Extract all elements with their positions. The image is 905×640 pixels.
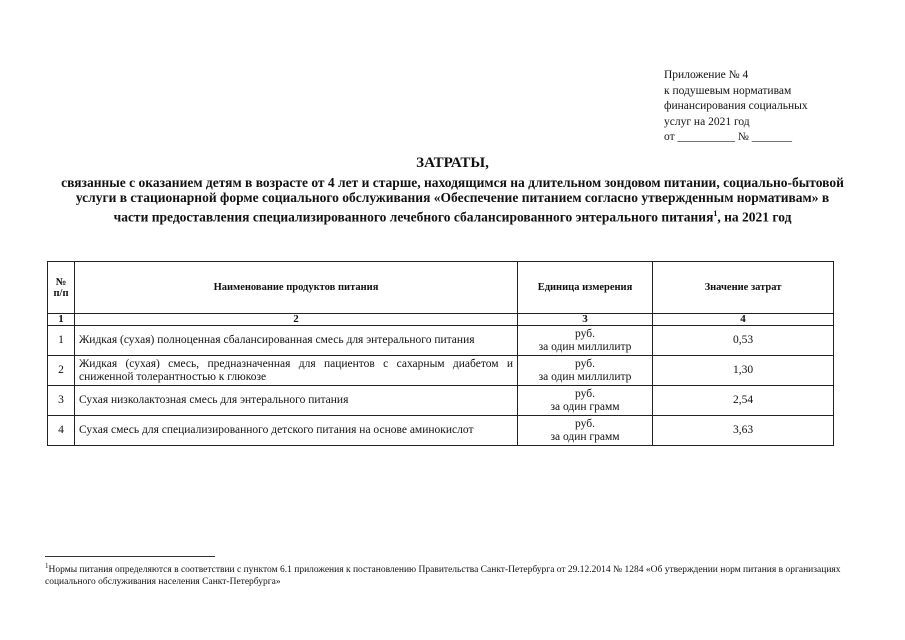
unit-measure: за один миллилитр bbox=[538, 340, 632, 353]
footnote-text: Нормы питания определяются в соответствии с пунктом 6.1 приложения к постановлению Правительства Санкт-Петербурга от 29.12.2014 № 1284 «Об утверждении норм питания в организациях социального обслуживания населения Санкт-Петербурга» bbox=[45, 565, 841, 588]
title-body: связанные с оказанием детям в возрасте от 4 лет и старше, находящимся на длительном зондовом питании, социально-бытовой услуги в стационарной форме социального обслуживания «Обеспечение питанием согласно утвержденным нормативам» в части предоставления специализированного лечебного сбалансированного энтерального питания bbox=[61, 174, 844, 224]
unit-currency: руб. bbox=[575, 327, 595, 340]
row-number: 1 bbox=[48, 326, 75, 356]
footnote-reference[interactable]: 1 bbox=[713, 208, 718, 218]
table-header-row bbox=[48, 262, 834, 314]
document-title bbox=[60, 156, 845, 225]
unit-currency: руб. bbox=[575, 357, 595, 370]
title-heading: ЗАТРАТЫ, bbox=[416, 155, 489, 171]
annex-line: услуг на 2021 год bbox=[664, 115, 750, 128]
table-row bbox=[48, 416, 834, 446]
unit-currency: руб. bbox=[575, 417, 595, 430]
title-body-block bbox=[60, 175, 845, 225]
table-row bbox=[48, 386, 834, 416]
product-name: Сухая низколактозная смесь для энтерального питания bbox=[75, 386, 518, 416]
footnote-mark: 1 bbox=[45, 562, 49, 570]
column-number-row bbox=[48, 314, 834, 326]
table-row bbox=[48, 326, 834, 356]
costs-table bbox=[47, 261, 834, 446]
annex-line: Приложение № 4 bbox=[664, 69, 749, 81]
unit-measure: за один грамм bbox=[550, 430, 620, 443]
annex-date-number-line: от __________ № _______ bbox=[664, 131, 792, 143]
annex-line: финансирования социальных bbox=[664, 100, 808, 112]
unit-currency: руб. bbox=[575, 387, 595, 400]
header-name: Наименование продуктов питания bbox=[75, 262, 518, 314]
unit-measure: за один миллилитр bbox=[538, 370, 632, 383]
cost-value: 3,63 bbox=[653, 416, 834, 446]
column-number: 2 bbox=[75, 314, 518, 326]
title-tail: , на 2021 год bbox=[717, 209, 792, 224]
header-value: Значение затрат bbox=[653, 262, 834, 314]
annex-block bbox=[664, 68, 844, 146]
row-number: 2 bbox=[48, 356, 75, 386]
cost-value: 2,54 bbox=[653, 386, 834, 416]
footnote-divider bbox=[45, 556, 215, 557]
unit-cell bbox=[518, 326, 653, 356]
column-number: 4 bbox=[653, 314, 834, 326]
table-row bbox=[48, 356, 834, 386]
unit-cell bbox=[518, 416, 653, 446]
row-number: 4 bbox=[48, 416, 75, 446]
cost-value: 1,30 bbox=[653, 356, 834, 386]
row-number: 3 bbox=[48, 386, 75, 416]
product-name: Жидкая (сухая) полноценная сбалансированная смесь для энтерального питания bbox=[75, 326, 518, 356]
product-name: Сухая смесь для специализированного детского питания на основе аминокислот bbox=[75, 416, 518, 446]
unit-cell bbox=[518, 386, 653, 416]
footnote bbox=[45, 560, 845, 588]
cost-value: 0,53 bbox=[653, 326, 834, 356]
column-number: 3 bbox=[518, 314, 653, 326]
column-number: 1 bbox=[48, 314, 75, 326]
annex-line: к подушевым нормативам bbox=[664, 84, 792, 97]
header-unit: Единица измерения bbox=[518, 262, 653, 314]
unit-measure: за один грамм bbox=[550, 400, 620, 413]
product-name: Жидкая (сухая) смесь, предназначенная для пациентов с сахарным диабетом и сниженной толерантностью к глюкозе bbox=[75, 356, 518, 386]
header-num: № п/п bbox=[48, 262, 75, 314]
unit-cell bbox=[518, 356, 653, 386]
